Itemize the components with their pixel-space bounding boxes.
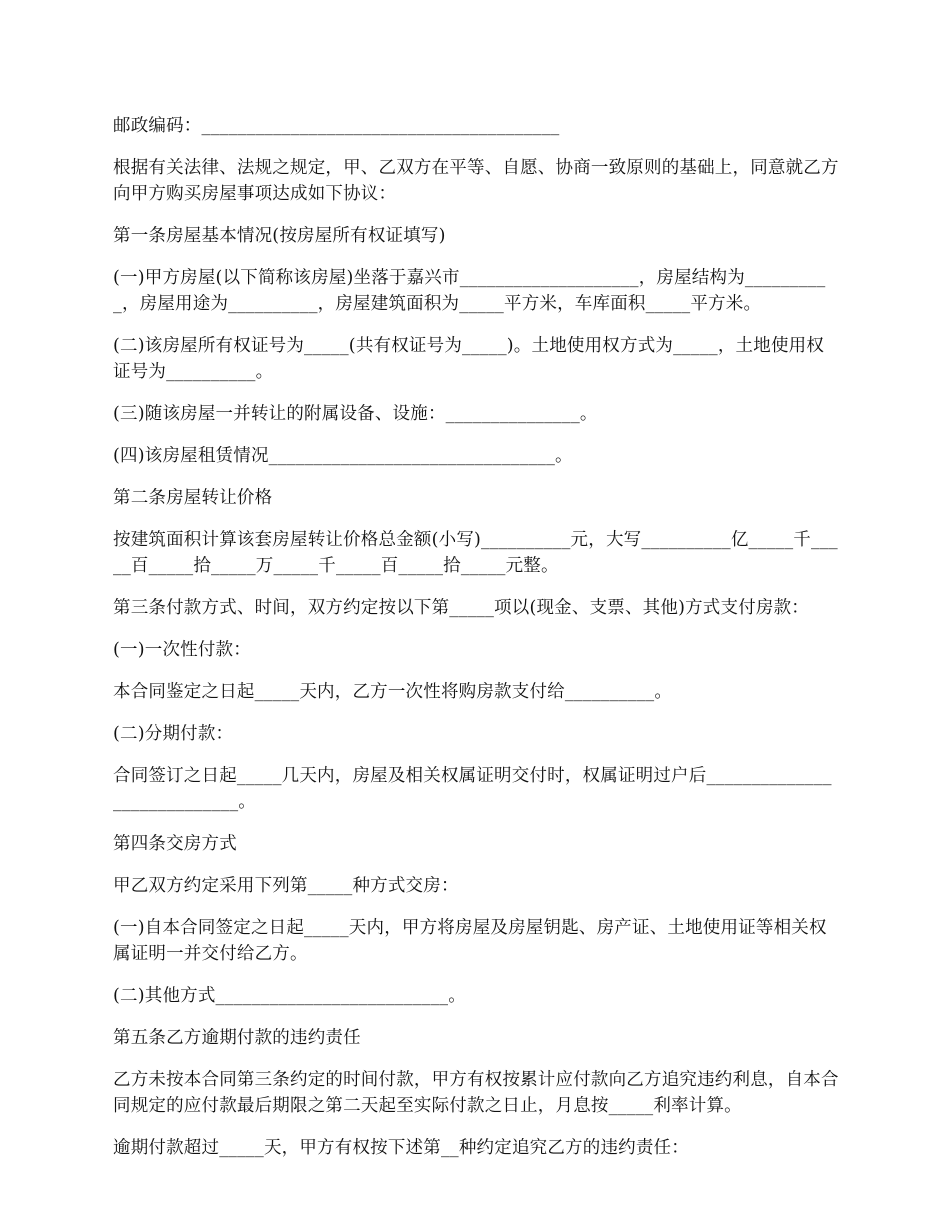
postal-code-line: 邮政编码：________________________________________ — [113, 116, 560, 136]
article-5-text: 乙方未按本合同第三条约定的时间付款，甲方有权按累计应付款向乙方追究违约利息，自本合同规定的应付款最后期限之第二天起至实际付款之日止，月息按_____利率计算。 — [113, 1070, 839, 1116]
article-3-option-1-title: (一)一次性付款： — [113, 640, 251, 660]
article-1-clause-3: (三)随该房屋一并转让的附属设备、设施：_______________。 — [113, 404, 598, 424]
article-1-clause-1: (一)甲方房屋(以下简称该房屋)坐落于嘉兴市____________________，房屋结构为__________，房屋用途为__________，房屋建筑面积为_____平方米，车库面积_____平方米。 — [113, 268, 826, 314]
article-3-option-2-title: (二)分期付款： — [113, 724, 234, 744]
article-2-heading: 第二条房屋转让价格 — [113, 488, 273, 508]
article-5-heading: 第五条乙方逾期付款的违约责任 — [113, 1028, 361, 1048]
article-4-intro: 甲乙双方约定采用下列第_____种方式交房： — [113, 876, 459, 896]
article-3-option-2-text: 合同签订之日起_____几天内，房屋及相关权属证明交付时，权属证明过户后____________________________。 — [113, 766, 832, 812]
article-5-overdue: 逾期付款超过_____天，甲方有权按下述第__种约定追究乙方的违约责任： — [113, 1138, 689, 1158]
article-2-price: 按建筑面积计算该套房屋转让价格总金额(小写)__________元，大写__________亿_____千_____百_____拾_____万_____千_____百_____拾_____元整。 — [113, 530, 838, 576]
article-4-option-1: (一)自本合同签定之日起_____天内，甲方将房屋及房屋钥匙、房产证、土地使用证等相关权属证明一并交付给乙方。 — [113, 918, 827, 964]
article-4-heading: 第四条交房方式 — [113, 834, 237, 854]
article-1-heading: 第一条房屋基本情况(按房屋所有权证填写) — [113, 226, 446, 246]
agreement-preamble: 根据有关法律、法规之规定，甲、乙双方在平等、自愿、协商一致原则的基础上，同意就乙方向甲方购买房屋事项达成如下协议： — [113, 158, 839, 204]
article-3-option-1-text: 本合同鉴定之日起_____天内，乙方一次性将购房款支付给__________。 — [113, 682, 673, 702]
article-3-heading: 第三条付款方式、时间，双方约定按以下第_____项以(现金、支票、其他)方式支付房款： — [113, 598, 810, 618]
article-1-clause-2: (二)该房屋所有权证号为_____(共有权证号为_____)。土地使用权方式为_____，土地使用权证号为__________。 — [113, 336, 825, 382]
article-1-clause-4: (四)该房屋租赁情况________________________________。 — [113, 446, 573, 466]
article-4-option-2: (二)其他方式__________________________。 — [113, 986, 466, 1006]
